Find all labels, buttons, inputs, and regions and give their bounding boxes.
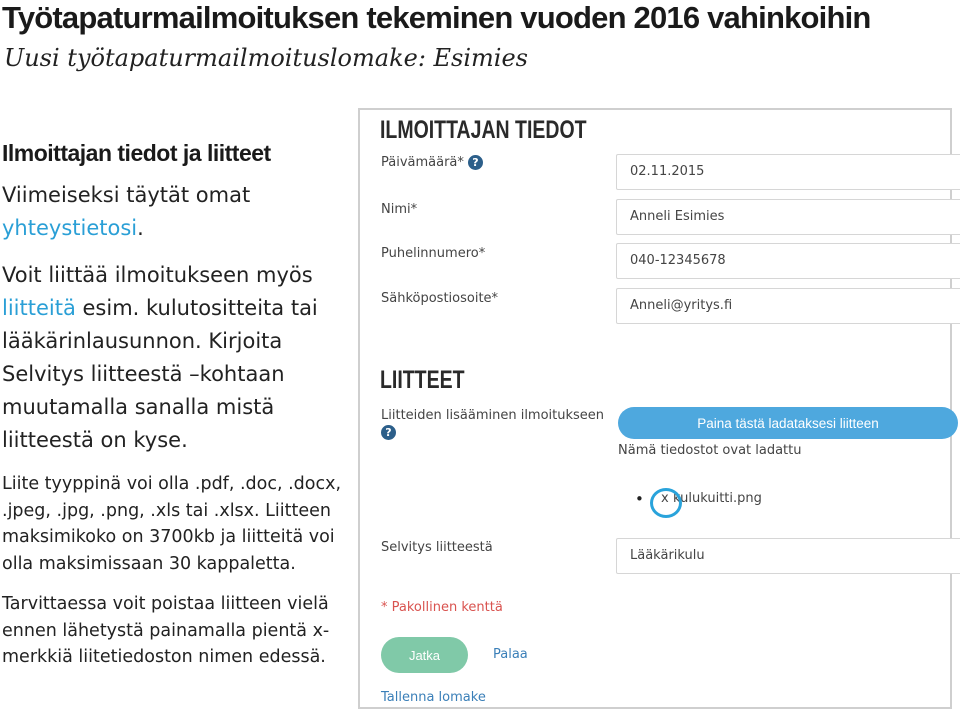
date-input[interactable]: 02.11.2015 [616, 154, 960, 190]
list-bullet: • [635, 490, 644, 508]
attachment-explanation-input[interactable]: Lääkärikulu [616, 538, 960, 574]
attachment-explanation-label: Selvitys liitteestä [381, 540, 493, 555]
text-span: Viimeiseksi täytät omat [2, 183, 251, 207]
upload-attachment-button[interactable]: Paina tästä ladataksesi liitteen [618, 407, 958, 439]
attachments-label: Liitteiden lisääminen ilmoitukseen [381, 408, 605, 423]
explanation-paragraph-3: Liite tyyppinä voi olla .pdf, .doc, .docx, .jpeg, .jpg, .png, .xls tai .xlsx. Liitteen maksimikoko on 3700kb ja liitteitä voi olla maksimissaan 30 kappaletta. [2, 474, 342, 574]
text-span: Voit liittää ilmoitukseen myös [2, 263, 313, 287]
phone-input[interactable]: 040-12345678 [616, 243, 960, 279]
email-label: Sähköpostiosoite* [381, 291, 499, 306]
text-span: . [137, 216, 144, 240]
explanation-heading: Ilmoittajan tiedot ja liitteet [2, 140, 271, 166]
required-field-note: * Pakollinen kenttä [381, 600, 503, 615]
explanation-paragraph-2 [2, 259, 347, 457]
section-title-attachments: LIITTEET [380, 366, 465, 394]
continue-button[interactable]: Jatka [381, 637, 468, 673]
explanation-paragraph-1 [2, 179, 347, 245]
form-screenshot [358, 108, 952, 709]
remove-attachment-icon[interactable]: x [661, 491, 669, 506]
save-form-link[interactable]: Tallenna lomake [381, 690, 486, 705]
name-input[interactable]: Anneli Esimies [616, 199, 960, 235]
highlight-circle [650, 488, 682, 518]
explanation-text [2, 140, 347, 685]
text-span: esim. kulutositteita tai lääkärinlausunnon. Kirjoita Selvitys liitteestä –kohtaan muutamalla sanalla mistä liitteestä on kyse. [2, 296, 318, 452]
back-link[interactable]: Palaa [493, 647, 528, 662]
name-label: Nimi* [381, 202, 418, 217]
section-title-reporter: ILMOITTAJAN TIEDOT [380, 116, 587, 144]
help-icon[interactable]: ? [381, 425, 396, 440]
explanation-paragraph-4: Tarvittaessa voit poistaa liitteen vielä ennen lähetystä painamalla pientä x-merkkiä liitetiedoston nimen edessä. [2, 594, 330, 667]
highlight-attachments: liitteitä [2, 296, 76, 320]
date-label-text: Päivämäärä* [381, 155, 464, 170]
highlight-contact-info: yhteystietosi [2, 216, 138, 240]
slide-subtitle: Uusi työtapaturmailmoituslomake: Esimies [4, 44, 528, 72]
help-icon[interactable]: ? [468, 155, 483, 170]
email-input[interactable]: Anneli@yritys.fi [616, 288, 960, 324]
date-label [381, 155, 483, 170]
phone-label: Puhelinnumero* [381, 246, 486, 261]
slide-title: Työtapaturmailmoituksen tekeminen vuoden 2016 vahinkoihin [2, 0, 871, 35]
attachment-file-name: kulukuitti.png [673, 491, 762, 506]
uploaded-files-label: Nämä tiedostot ovat ladattu [618, 443, 802, 458]
